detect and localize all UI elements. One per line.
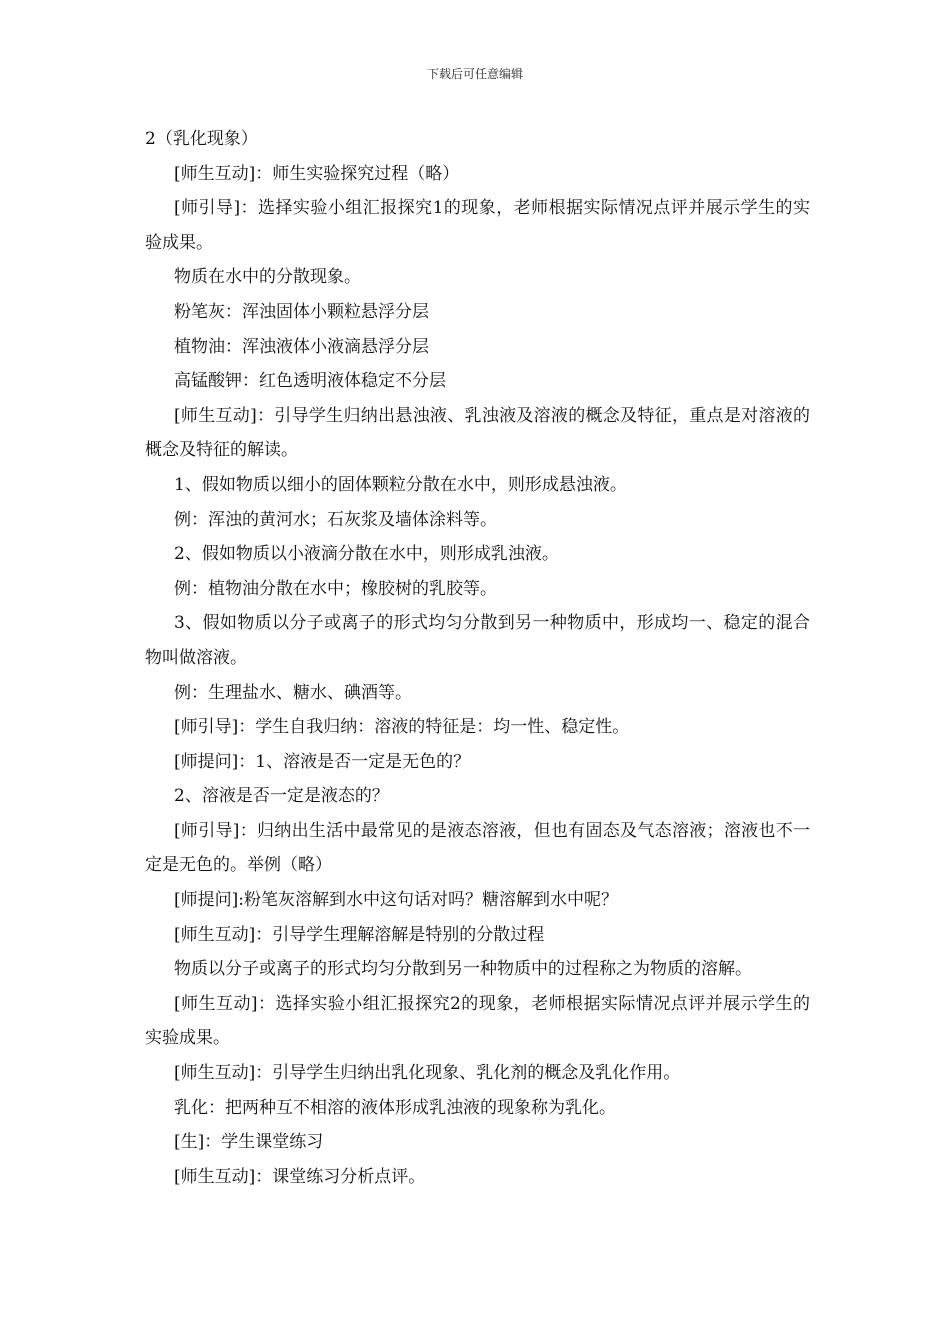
paragraph: 例：浑浊的黄河水；石灰浆及墙体涂料等。	[174, 509, 497, 530]
paragraph: 2、假如物质以小液滴分散在水中，则形成乳浊液。	[174, 544, 559, 565]
paragraph: [师生互动]：师生实验探究过程（略）	[174, 163, 460, 184]
paragraph: 高锰酸钾：红色透明液体稳定不分层	[174, 371, 446, 392]
paragraph: 乳化：把两种互不相溶的液体形成乳浊液的现象称为乳化。	[174, 1097, 616, 1118]
section-heading: 2（乳化现象）	[145, 129, 258, 149]
paragraph: [师生互动]：引导学生归纳出悬浊液、乳浊液及溶液的概念及特征，重点是对溶液的概念及特征的解读。	[145, 405, 810, 461]
paragraph: 物质以分子或离子的形式均匀分散到另一种物质中的过程称之为物质的溶解。	[174, 959, 752, 980]
paragraph: 植物油：浑浊液体小液滴悬浮分层	[174, 336, 429, 357]
paragraph: 例：植物油分散在水中；橡胶树的乳胶等。	[174, 578, 497, 599]
paragraph: 1、假如物质以细小的固体颗粒分散在水中，则形成悬浊液。	[174, 474, 627, 495]
paragraph: [师生互动]：引导学生归纳出乳化现象、乳化剂的概念及乳化作用。	[174, 1063, 681, 1084]
paragraph: 2、溶液是否一定是液态的？	[174, 786, 389, 807]
paragraph: 粉笔灰：浑浊固体小颗粒悬浮分层	[174, 301, 429, 322]
paragraph: [师生互动]：选择实验小组汇报探究2的现象，老师根据实际情况点评并展示学生的实验成果。	[145, 993, 810, 1049]
paragraph: [生]：学生课堂练习	[174, 1132, 324, 1153]
paragraph: 物质在水中的分散现象。	[174, 267, 361, 288]
paragraph: [师引导]：归纳出生活中最常见的是液态溶液，但也有固态及气态溶液；溶液也不一定是无色的。举例（略）	[145, 820, 810, 876]
paragraph: [师生互动]：课堂练习分析点评。	[174, 1166, 426, 1187]
paragraph: [师引导]：学生自我归纳：溶液的特征是：均一性、稳定性。	[174, 717, 630, 738]
document-body	[145, 122, 810, 1194]
paragraph: 例：生理盐水、糖水、碘酒等。	[174, 682, 412, 703]
paragraph: 3、假如物质以分子或离子的形式均匀分散到另一种物质中，形成均一、稳定的混合物叫做溶液。	[145, 613, 810, 668]
paragraph: [师提问]：1、溶液是否一定是无色的？	[174, 751, 471, 772]
paragraph: [师生互动]：引导学生理解溶解是特别的分散过程	[174, 924, 545, 945]
page-header: 下载后可任意编辑	[426, 67, 523, 81]
paragraph: [师引导]：选择实验小组汇报探究1的现象，老师根据实际情况点评并展示学生的实验成果。	[145, 198, 810, 253]
paragraph: [师提问]:粉笔灰溶解到水中这句话对吗？糖溶解到水中呢？	[174, 890, 618, 911]
